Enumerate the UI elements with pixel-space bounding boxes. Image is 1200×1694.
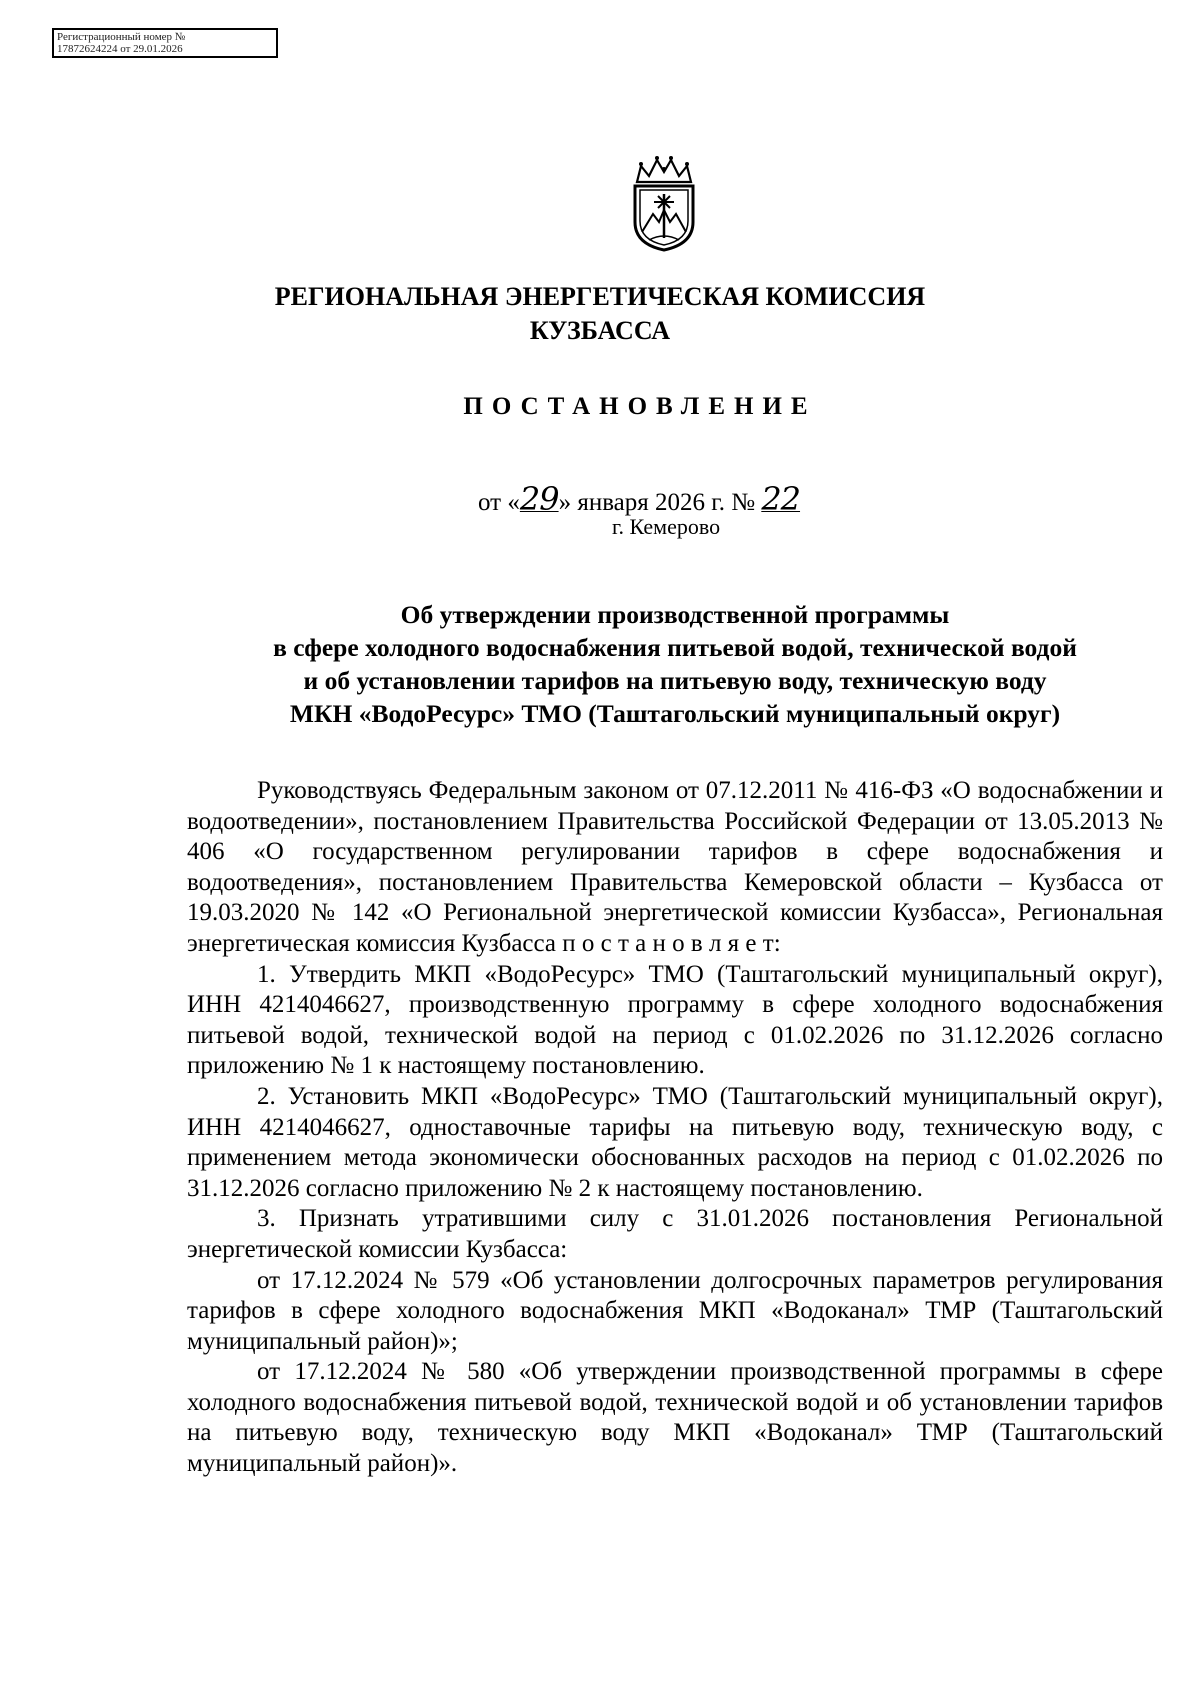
item-3-paragraph: 3. Признать утратившими силу с 31.01.2026 постановления Региональной энергетической комиссии Кузбасса: xyxy=(187,1205,1163,1263)
item-3a-paragraph: от 17.12.2024 № 579 «Об установлении долгосрочных параметров регулирования тарифов в сфере холодного водоснабжения МКП «Водоканал» ТМР (Таштагольский муниципальный район)»; xyxy=(187,1266,1163,1355)
subject-line1: Об утверждении производственной программы xyxy=(400,600,950,629)
document-date-line xyxy=(478,480,800,518)
organization-title-line1: РЕГИОНАЛЬНАЯ ЭНЕРГЕТИЧЕСКАЯ КОМИССИЯ xyxy=(274,282,926,311)
document-subject xyxy=(150,598,1200,730)
item-1-paragraph: 1. Утвердить МКП «ВодоРесурс» ТМО (Таштагольский муниципальный округ), ИНН 4214046627, производственную программу в сфере холодного водоснабжения питьевой водой, технической водой на период с 01.02.2026 по 31.12.2026 согласно приложению № 1 к настоящему постановлению. xyxy=(187,960,1163,1080)
registration-stamp xyxy=(52,28,278,58)
registration-number-value: 17872624224 от 29.01.2026 xyxy=(57,43,183,55)
subject-line4: МКН «ВодоРесурс» ТМО (Таштагольский муниципальный округ) xyxy=(289,699,1061,728)
preamble-paragraph: Руководствуясь Федеральным законом от 07.12.2011 № 416-ФЗ «О водоснабжении и водоотведении», постановлением Правительства Российской Федерации от 13.05.2013 № 406 «О государственном регулировании тарифов в сфере водоснабжения и водоотведения», постановлением Правительства Кемеровской области – Кузбасса от 19.03.2020 № 142 «О Региональной энергетической комиссии Кузбасса», Региональная энергетическая комиссия Кузбасса п о с т а н о в л я е т: xyxy=(187,777,1163,957)
item-2-paragraph: 2. Установить МКП «ВодоРесурс» ТМО (Таштагольский муниципальный округ), ИНН 4214046627, одноставочные тарифы на питьевую воду, техническую воду, с применением метода экономически обоснованных расходов на период с 01.02.2026 по 31.12.2026 согласно приложению № 2 к настоящему постановлению. xyxy=(187,1082,1163,1202)
subject-line2: в сфере холодного водоснабжения питьевой водой, технической водой xyxy=(273,633,1077,662)
date-day-handwritten: 29 xyxy=(519,480,559,518)
document-body xyxy=(187,776,1163,1480)
item-3b-paragraph: от 17.12.2024 № 580 «Об утверждении производственной программы в сфере холодного водоснабжения питьевой водой, технической водой и об установлении тарифов на питьевую воду, техническую воду МКП «Водоканал» ТМР (Таштагольский муниципальный район)». xyxy=(187,1358,1163,1478)
registration-number-label: Регистрационный номер № xyxy=(57,31,186,43)
date-middle: » января 2026 г. № xyxy=(558,489,762,516)
date-prefix: от « xyxy=(478,489,520,516)
document-number-handwritten: 22 xyxy=(761,480,801,518)
document-city: г. Кемерово xyxy=(612,514,721,539)
coat-of-arms-icon xyxy=(625,152,703,252)
subject-line3: и об установлении тарифов на питьевую воду, техническую воду xyxy=(303,666,1047,695)
document-type: ПОСТАНОВЛЕНИЕ xyxy=(463,393,817,420)
organization-title xyxy=(150,280,1050,348)
organization-title-line2: КУЗБАССА xyxy=(529,316,671,345)
